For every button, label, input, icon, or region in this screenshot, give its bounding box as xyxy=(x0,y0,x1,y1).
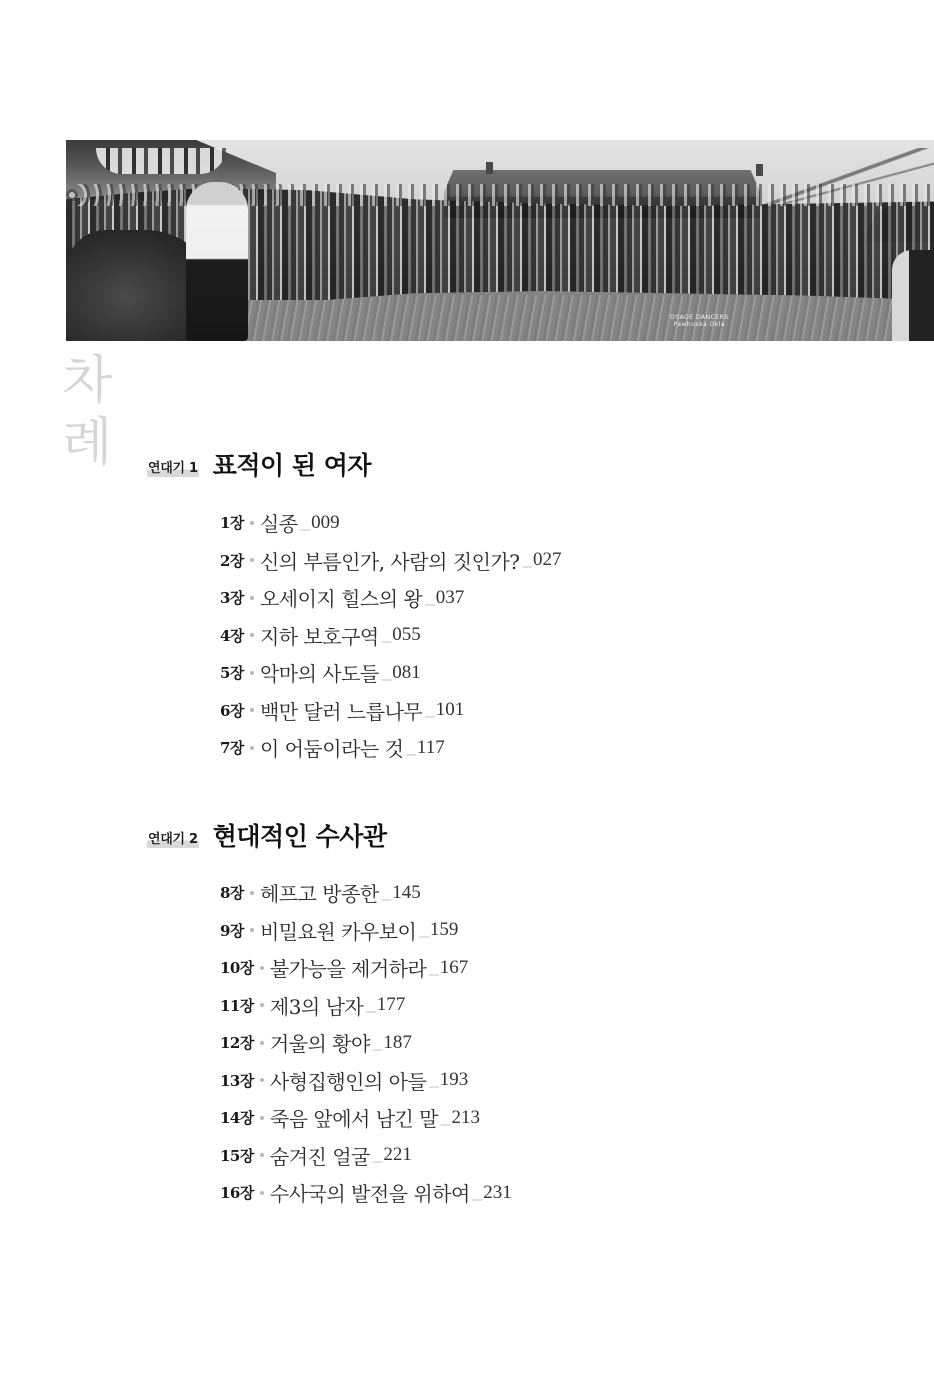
chapter-page: _ 187 xyxy=(373,1032,412,1054)
chapter-item[interactable] xyxy=(220,692,561,730)
bullet-dot-icon xyxy=(260,1078,264,1082)
chapter-page: _ 213 xyxy=(441,1107,480,1129)
bullet-dot-icon xyxy=(250,558,254,562)
chapter-number: 16장 xyxy=(220,1184,254,1203)
chapter-item[interactable] xyxy=(220,1024,512,1062)
chapter-item[interactable] xyxy=(220,1137,512,1175)
chapter-page: _ 101 xyxy=(425,699,464,721)
part-title: 표적이 된 여자 xyxy=(212,451,372,480)
chapter-title: 숨겨진 얼굴 xyxy=(269,1144,370,1169)
photo-caption xyxy=(670,314,729,328)
chapter-number: 5장 xyxy=(220,664,244,683)
chapter-title: 이 어둠이라는 것 xyxy=(259,737,404,762)
bullet-dot-icon xyxy=(250,746,254,750)
chimney xyxy=(756,164,763,176)
chapter-number: 9장 xyxy=(220,921,244,940)
bullet-dot-icon xyxy=(250,596,254,600)
bullet-dot-icon xyxy=(260,1041,264,1045)
bullet-dot-icon xyxy=(250,521,254,525)
bullet-dot-icon xyxy=(260,1003,264,1007)
chapter-title: 불가능을 제거하라 xyxy=(269,957,427,982)
chapter-number: 3장 xyxy=(220,589,244,608)
chapter-item[interactable] xyxy=(220,987,512,1025)
chapter-item[interactable] xyxy=(220,1099,512,1137)
chapter-list xyxy=(220,504,561,767)
part-label: 연대기 1 xyxy=(147,457,199,477)
bullet-dot-icon xyxy=(260,966,264,970)
chapter-page: _ 027 xyxy=(522,549,561,571)
chapter-item[interactable] xyxy=(220,617,561,655)
banner-photo xyxy=(66,140,934,341)
chapter-page: _ 193 xyxy=(429,1069,468,1091)
part-heading xyxy=(147,819,387,853)
chapter-title: 사형집행인의 아들 xyxy=(269,1069,427,1094)
chimney xyxy=(486,162,493,174)
standing-man-figure xyxy=(186,182,248,341)
chapter-title: 거울의 황야 xyxy=(269,1032,370,1057)
photo-caption-line1: OSAGE DANCERS xyxy=(670,314,729,321)
chapter-page: _ 159 xyxy=(419,919,458,941)
chapter-number: 2장 xyxy=(220,551,244,570)
bullet-dot-icon xyxy=(250,708,254,712)
toc-title-char: 례 xyxy=(62,413,113,473)
chapter-page: _ 081 xyxy=(382,662,421,684)
chapter-number: 10장 xyxy=(220,959,254,978)
chapter-number: 4장 xyxy=(220,626,244,645)
chapter-number: 12장 xyxy=(220,1034,254,1053)
chapter-item[interactable] xyxy=(220,504,561,542)
chapter-number: 14장 xyxy=(220,1109,254,1128)
chapter-number: 11장 xyxy=(220,996,254,1015)
bullet-dot-icon xyxy=(260,1116,264,1120)
chapter-title: 죽음 앞에서 남긴 말 xyxy=(269,1107,439,1132)
chapter-list xyxy=(220,874,512,1212)
chapter-number: 8장 xyxy=(220,884,244,903)
chapter-item[interactable] xyxy=(220,579,561,617)
part-1 xyxy=(147,448,562,762)
chapter-page: _ 117 xyxy=(406,737,444,759)
photo-caption-line2: Pawhuska Okla xyxy=(673,321,726,328)
bullet-dot-icon xyxy=(250,671,254,675)
chapter-item[interactable] xyxy=(220,912,512,950)
bullet-dot-icon xyxy=(250,891,254,895)
bullet-dot-icon xyxy=(250,633,254,637)
chapter-page: _ 009 xyxy=(301,512,340,534)
chapter-item[interactable] xyxy=(220,729,561,767)
bullet-dot-icon xyxy=(260,1191,264,1195)
chapter-item[interactable] xyxy=(220,654,561,692)
chapter-title: 헤프고 방종한 xyxy=(259,882,379,907)
toc-title-char: 차 xyxy=(62,351,113,411)
chapter-item[interactable] xyxy=(220,1174,512,1212)
chapter-number: 15장 xyxy=(220,1146,254,1165)
toc-title xyxy=(62,350,122,474)
chapter-number: 7장 xyxy=(220,739,244,758)
chapter-title: 비밀요원 카우보이 xyxy=(259,919,417,944)
chapter-title: 오세이지 힐스의 왕 xyxy=(259,587,423,612)
chapter-number: 1장 xyxy=(220,514,244,533)
bullet-dot-icon xyxy=(250,928,254,932)
chapter-title: 제3의 남자 xyxy=(269,994,364,1019)
chapter-title: 신의 부름인가, 사람의 짓인가? xyxy=(259,549,520,574)
chapter-page: _ 221 xyxy=(373,1144,412,1166)
chapter-title: 지하 보호구역 xyxy=(259,624,379,649)
chapter-title: 수사국의 발전을 위하여 xyxy=(269,1182,470,1207)
chapter-item[interactable] xyxy=(220,874,512,912)
part-label: 연대기 2 xyxy=(147,828,199,848)
chapter-item[interactable] xyxy=(220,949,512,987)
chapter-number: 13장 xyxy=(220,1071,254,1090)
chapter-number: 6장 xyxy=(220,701,244,720)
part-heading xyxy=(147,448,371,482)
chapter-item[interactable] xyxy=(220,542,561,580)
part-title: 현대적인 수사관 xyxy=(212,822,387,851)
foreground-figure xyxy=(892,250,934,341)
chapter-page: _ 145 xyxy=(382,882,421,904)
part-2 xyxy=(147,819,512,1207)
chapter-title: 악마의 사도들 xyxy=(259,662,379,687)
chapter-page: _ 231 xyxy=(473,1182,512,1204)
chapter-item[interactable] xyxy=(220,1062,512,1100)
chapter-title: 백만 달러 느릅나무 xyxy=(259,699,423,724)
bunting-decoration xyxy=(96,148,226,174)
bullet-dot-icon xyxy=(260,1153,264,1157)
chapter-page: _ 055 xyxy=(382,624,421,646)
chapter-page: _ 037 xyxy=(425,587,464,609)
chapter-title: 실종 xyxy=(259,512,298,537)
chapter-page: _ 167 xyxy=(429,957,468,979)
chapter-page: _ 177 xyxy=(366,994,405,1016)
